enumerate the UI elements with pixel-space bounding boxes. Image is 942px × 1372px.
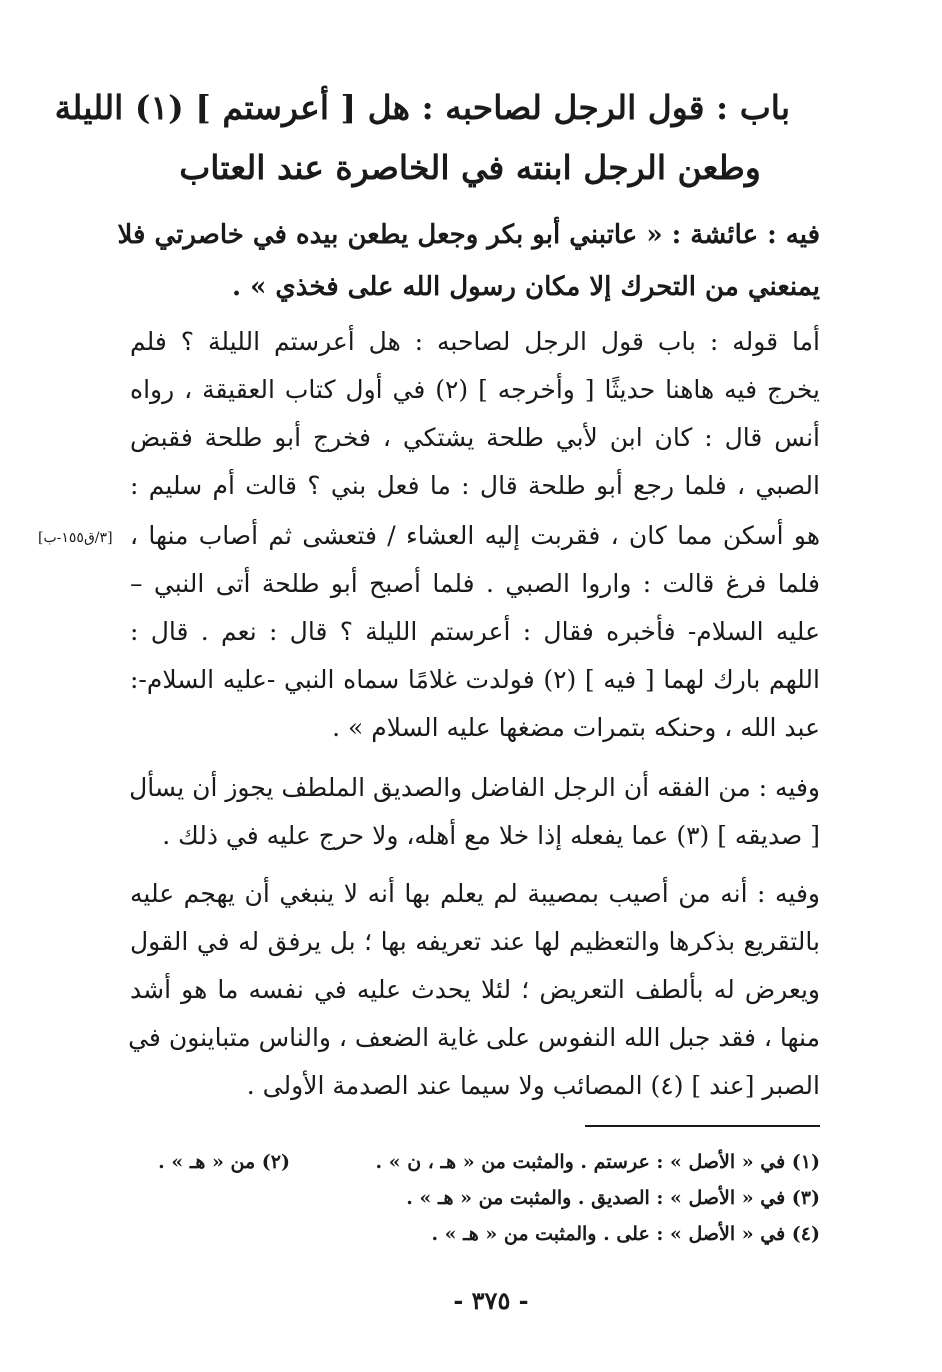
body-line: أنس قال : كان ابن لأبي طلحة يشتكي ، فخرج أبو طلحة فقبض	[130, 423, 820, 452]
body-line: عبد الله ، وحنكه بتمرات مضغها عليه السلام » .	[332, 713, 820, 742]
body-line: منها ، فقد جبل الله النفوس على غاية الضعف ، والناس متباينون في	[128, 1023, 820, 1052]
body-line: هو أسكن مما كان ، فقربت إليه العشاء / فتعشى ثم أصاب منها ،	[130, 521, 820, 550]
page-number: - ٣٧٥ -	[453, 1286, 529, 1315]
body-line: فلما فرغ قالت : واروا الصبي . فلما أصبح أبو طلحة أتى النبي –	[130, 569, 820, 598]
footnote-1: (١) في « الأصل » : عرستم . والمثبت من « هـ ، ن » .	[375, 1151, 820, 1173]
footnote-separator	[585, 1125, 820, 1127]
footnote-3: (٣) في « الأصل » : الصديق . والمثبت من « هـ » .	[406, 1187, 820, 1209]
body-line: الصبي ، فلما رجع أبو طلحة قال : ما فعل بني ؟ قالت أم سليم :	[130, 471, 820, 500]
body-line: أما قوله : باب قول الرجل لصاحبه : هل أعرستم الليلة ؟ فلم	[130, 327, 820, 356]
hadith-line-2: يمنعني من التحرك إلا مكان رسول الله على فخذي » .	[232, 272, 820, 302]
body-line: بالتقريع بذكرها والتعظيم لها عند تعريفه بها ؛ بل يرفق له في القول	[130, 927, 820, 956]
footnote-4: (٤) في « الأصل » : على . والمثبت من « هـ » .	[431, 1223, 820, 1245]
chapter-title-line-1: باب : قول الرجل لصاحبه : هل [ أعرستم ] (١) الليلة	[54, 88, 790, 127]
margin-folio-note: [٣/ق١٥٥-ب]	[38, 530, 113, 546]
chapter-title-line-2: وطعن الرجل ابنته في الخاصرة عند العتاب	[179, 148, 761, 187]
hadith-line-1: فيه : عائشة : « عاتبني أبو بكر وجعل يطعن بيده في خاصرتي فلا	[117, 220, 820, 250]
body-line: [ صديقه ] (٣) عما يفعله إذا خلا مع أهله، ولا حرج عليه في ذلك .	[162, 821, 820, 850]
body-line: عليه السلام- فأخبره فقال : أعرستم الليلة ؟ قال : نعم . قال :	[130, 617, 820, 646]
body-line: الصبر [عند ] (٤) المصائب ولا سيما عند الصدمة الأولى .	[246, 1071, 820, 1100]
body-line: اللهم بارك لهما [ فيه ] (٢) فولدت غلامًا سماه النبي -عليه السلام-:	[130, 665, 820, 694]
body-line: يخرج فيه هاهنا حديثًا [ وأخرجه ] (٢) في أول كتاب العقيقة ، رواه	[130, 375, 820, 404]
body-line: وفيه : من الفقه أن الرجل الفاضل والصديق الملطف يجوز أن يسأل	[129, 773, 820, 802]
body-line: وفيه : أنه من أصيب بمصيبة لم يعلم بها أنه لا ينبغي أن يهجم عليه	[130, 879, 820, 908]
body-line: ويعرض له بألطف التعريض ؛ لئلا يحدث عليه في نفسه ما هو أشد	[130, 975, 820, 1004]
footnote-2: (٢) من « هـ » .	[158, 1151, 290, 1173]
